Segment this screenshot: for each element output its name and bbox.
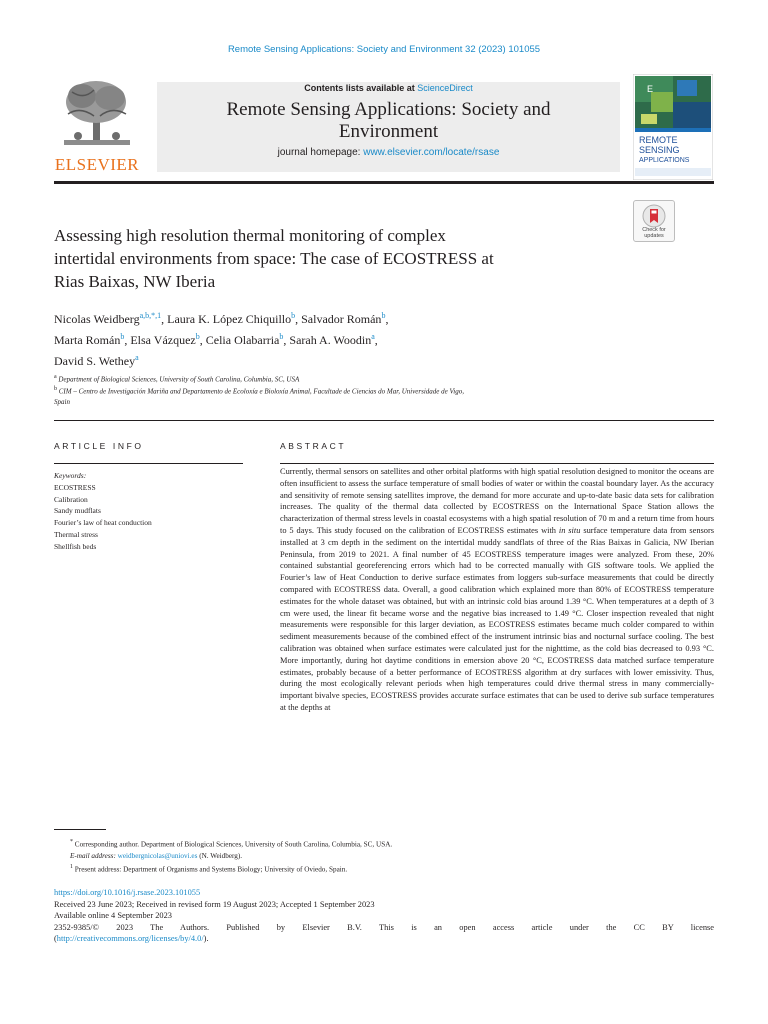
author-separator: , [199,333,206,347]
journal-info-box [157,82,620,172]
abstract-text: Currently, thermal sensors on satellites and other orbital platforms with high spatial resolution designed to monitor the oceans are often insufficient to assess the surface temperature of small bodies of water or within the coastal boundary layer. As the accuracy and sensitivity of remote sensing satellites improve, the demand for more accurate and up-to-date basic data sets for calibration increases. The quality of the thermal data collected by ECOSTRESS on the International Space Station allows the characterization of thermal stress levels in coastal ecosystems with a high spatial resolution of 70 m and a return time from hours to 5 days. This study focused on the calibration of ECOSTRESS estimates with in situ surface temperature data from sensors installed at 3 cm depth in the sediment on the intertidal muddy sandflats of three of the Rias Baixas in Galicia, NW Iberian Peninsula, from 2019 to 2021. A final number of 45 ECOSTRESS temperature images were analyzed. From these, 20% contained substantial georeferencing errors which had to be corrected manually with GIS software tools. We applied the Fourier’s law of Heat Conduction to derive surface estimates from loggers sub-surface measurements that could be directly compared with ECOSTRESS data. Overall, a good calibration which explained more than 80% of ECOSTRESS temperature estimates for the whole dataset was obtained, but with an intrinsic cold bias around 1.39 °C. When temperatures at a depth of 3 cm were used, the linear fit became worse and the negative bias increased to 1.49 °C. Closer inspection revealed that night measurements were responsible for this larger deviation, as ECOSTRESS estimates became much colder compared to within sediment measurements because of the combined effect of the instrument intrinsic bias and nocturnal surface cooling. The best calibration was obtained when surface estimates were calculated just for the nighttime, as the cold bias decreased to 0.93 °C. More importantly, during hot daytime conditions in emersion above 20 °C, ECOSTRESS data matched surface temperature estimates, probably because of a better performance of ECOSTRESS algorithm at dry surfaces with lower emissivity. Thus, during the most ecologically relevant periods when high temperatures could drive thermal stress in many commercially-important bivalve species, ECOSTRESS provides accurate surface estimates that can be used to derive sub surface temperatures at the depths at [280,467,715,712]
author-line [54,349,614,370]
email-note: E-mail address: weidbergnicolas@uniovi.es (N. Weidberg). [70,851,243,860]
sciencedirect-link[interactable]: ScienceDirect [417,83,473,93]
author-name: Nicolas Weidberg [54,312,140,326]
elsevier-tree-icon [60,78,134,150]
author-affiliation-mark[interactable]: a [135,353,139,362]
homepage-label: journal homepage: [277,147,361,158]
check-for-updates-label: Check for updates [642,227,666,239]
footnote-rule [54,829,106,830]
author-name: Celia Olabarria [205,333,280,347]
author-list [54,307,614,370]
affiliation-item: Spain [54,397,70,406]
homepage-link[interactable]: www.elsevier.com/locate/rsase [363,147,500,158]
keyword: Shellfish beds [54,541,97,551]
check-for-updates-badge[interactable] [633,200,675,242]
article-title-line: intertidal environments from space: The case of ECOSTRESS at [54,249,494,268]
author-affiliation-mark[interactable]: b [120,332,125,341]
cover-title-line: APPLICATIONS [639,157,690,164]
affiliation-mark: b [54,386,57,393]
author-affiliation-mark[interactable]: b [291,311,296,320]
keywords-block [54,470,243,553]
license-statement: 2352-9385/© 2023 The Authors. Published by Elsevier B.V. This is an open access article under the CC BY license [54,922,714,932]
author-line [54,307,614,328]
abstract-heading: ABSTRACT [280,441,347,451]
email-link[interactable]: weidbergnicolas@uniovi.es [117,851,198,860]
abstract-rule [280,463,714,464]
masthead-rule [54,181,714,184]
journal-cover-thumbnail[interactable] [633,74,713,180]
article-title [54,224,614,293]
author-name: David S. Wethey [54,354,136,368]
affiliation-item: $^a$ Department of Biological Sciences, University of South Carolina, Columbia, SC, USA [54,374,300,384]
affiliation-mark: a [54,374,57,380]
article-front-matter [54,887,714,945]
in-situ-term: in situ [558,525,581,535]
license-link-line: (http://creativecommons.org/licenses/by/4.0/). [54,934,209,944]
affiliation-item: $^b$ CIM – Centro de Investigación Mariña and Departamento de Ecoloxía e Bioloxía Animal, Facultade de Ciencias do Mar, Universidade de Vigo, [54,386,464,396]
author-name: Sarah A. Woodin [289,333,372,347]
available-online-date: Available online 4 September 2023 [54,911,172,921]
elsevier-logo [54,78,140,178]
keyword: Calibration [54,494,88,504]
article-info-heading: ARTICLE INFO [54,441,144,451]
journal-title [157,99,620,143]
journal-title-line: Remote Sensing Applications: Society and [226,99,551,120]
author-name: Laura K. López Chiquillo [167,312,292,326]
journal-title-line: Environment [338,121,439,142]
keyword: Sandy mudflats [54,506,101,516]
svg-text:E: E [647,84,654,94]
author-name: Elsa Vázquez [130,333,196,347]
journal-homepage [157,147,620,158]
present-address-note: $^1$ Present address: Department of Organisms and Systems Biology; University of Oviedo, Spain. [70,864,348,874]
publisher-name: ELSEVIER [54,155,140,174]
author-affiliation-mark[interactable]: b [381,311,386,320]
cover-title-line: SENSING [639,145,680,155]
author-separator: , [295,312,302,326]
footnotes [54,837,654,876]
header-rule [54,420,714,421]
keywords-label: Keywords: [54,471,87,480]
contents-prefix: Contents lists available at [304,83,415,93]
keyword: Fourier’s law of heat conduction [54,518,152,528]
keyword: Thermal stress [54,529,98,539]
bookmark-icon [642,204,666,228]
author-separator: , [161,312,168,326]
author-name: Salvador Román [301,312,382,326]
author-separator: , [385,312,389,326]
license-link[interactable]: http://creativecommons.org/licenses/by/4.0/ [56,934,204,944]
article-title-line: Assessing high resolution thermal monitoring of complex [54,226,446,245]
article-title-line: Rias Baixas, NW Iberia [54,272,216,291]
author-affiliation-mark[interactable]: b [195,332,200,341]
keyword: ECOSTRESS [54,482,96,492]
author-line [54,328,614,349]
author-name: Marta Román [54,333,121,347]
author-affiliation-mark[interactable]: a,b,*,1 [139,311,162,320]
journal-masthead [54,74,714,182]
received-dates: Received 23 June 2023; Received in revised form 19 August 2023; Accepted 1 September 2023 [54,899,375,909]
author-affiliation-mark[interactable]: b [279,332,284,341]
author-affiliation-mark[interactable]: a [371,332,375,341]
article-info-rule [54,463,243,464]
contents-line [157,83,620,93]
running-head[interactable]: Remote Sensing Applications: Society and Environment 32 (2023) 101055 [227,44,541,55]
author-separator: , [124,333,131,347]
author-separator: , [374,333,378,347]
doi-link[interactable]: https://doi.org/10.1016/j.rsase.2023.101055 [54,888,201,897]
cover-title-line: REMOTE [639,135,678,145]
affiliation-list [54,372,634,407]
corresponding-author-note: * Corresponding author. Department of Biological Sciences, University of South Carolina, Columbia, SC, USA. [70,839,393,849]
author-separator: , [283,333,290,347]
